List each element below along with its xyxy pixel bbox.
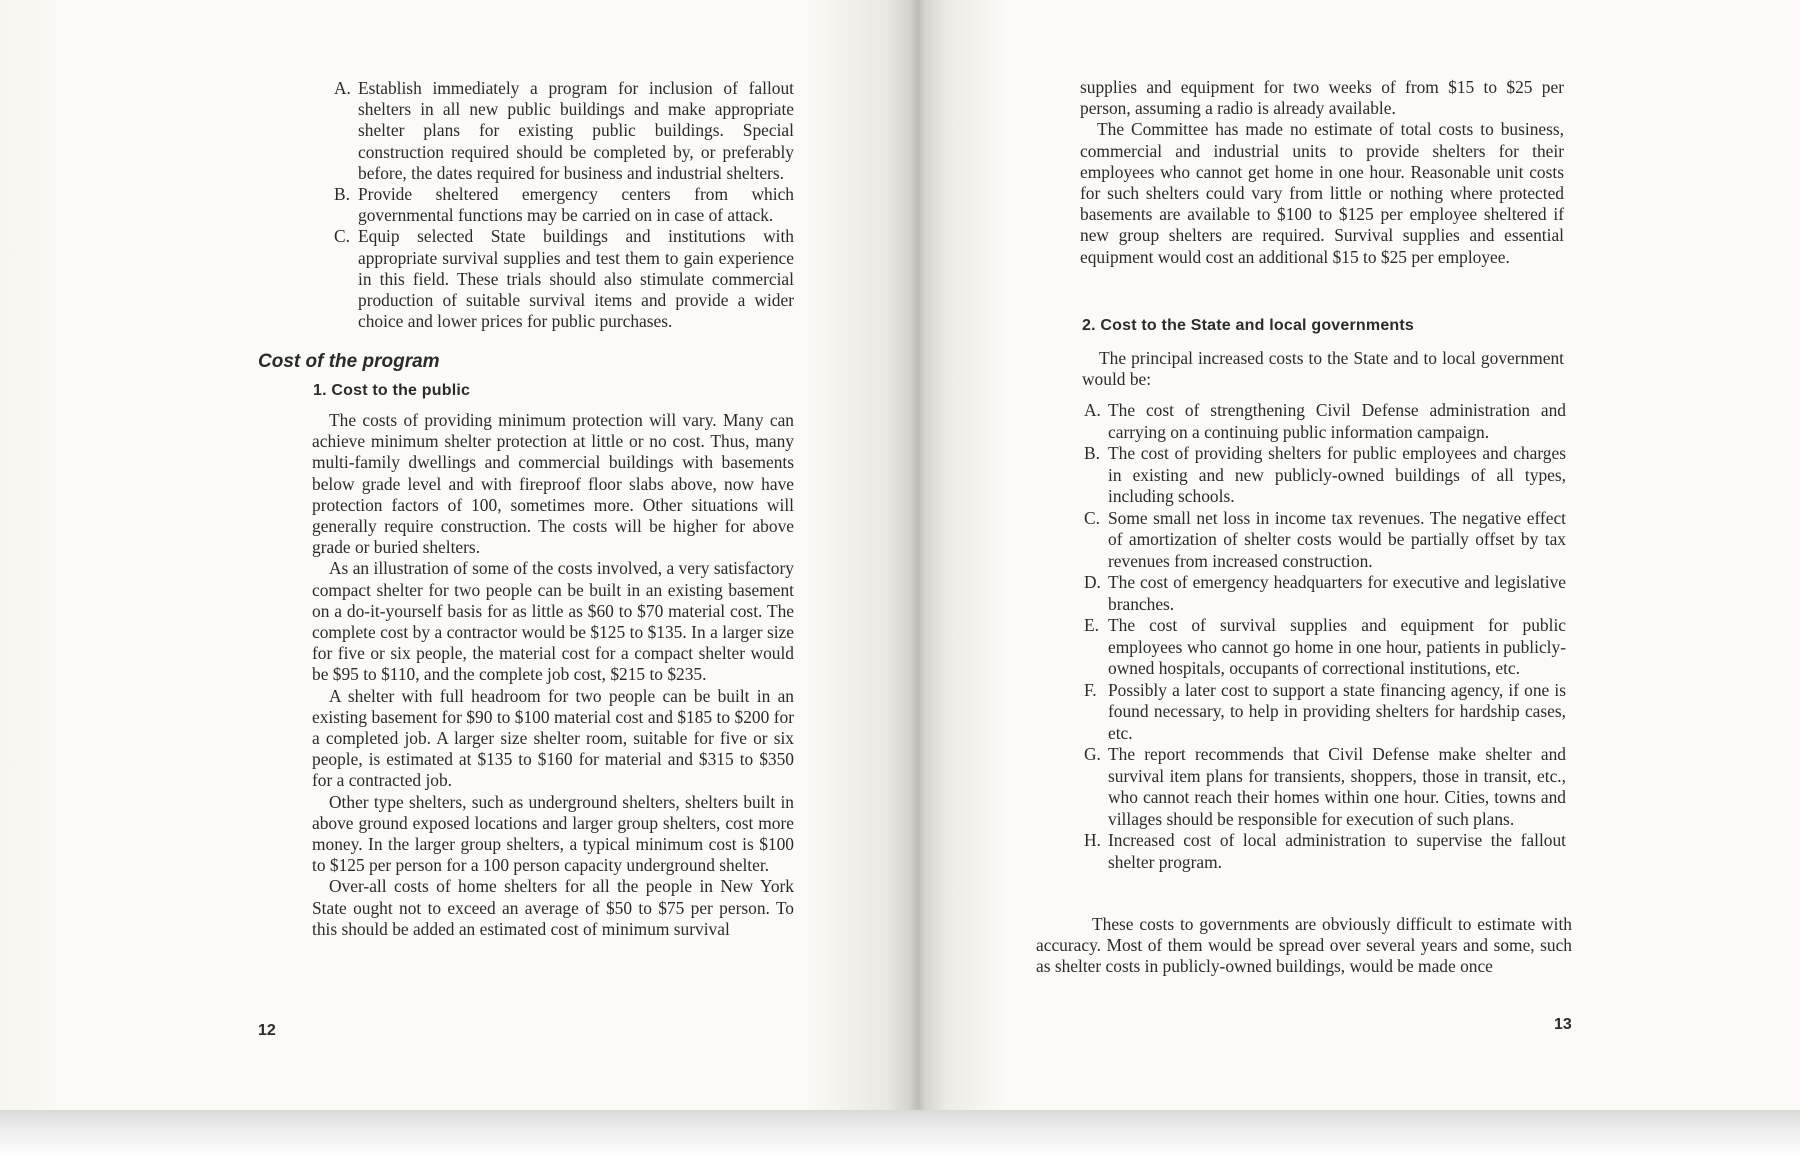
- left-body: [312, 410, 794, 940]
- list-text: Some small net loss in income tax revenues. The negative effect of amortization of shelter costs would be partially offset by tax revenues from increased construction.: [1108, 507, 1566, 571]
- paragraph: The Committee has made no estimate of total costs to business, commercial and industrial units to provide shelters for their employees who cannot get home in one hour. Reasonable unit costs for such shelters could vary from little or nothing where protected basements are available to $100 to $125 per employee sheltered if new group shelters are required. Survival supplies and essential equipment would cost an additional $15 to $25 per employee.: [1080, 119, 1564, 267]
- right-list: [1084, 400, 1566, 873]
- list-label: B.: [1084, 443, 1100, 463]
- list-label: F.: [1084, 679, 1097, 700]
- list-text: The report recommends that Civil Defense make shelter and survival item plans for transients, shoppers, those in transit, etc., who cannot reach their homes within one hour. Cities, towns and villages should be responsible for execution of such plans.: [1108, 744, 1566, 829]
- list-label: A.: [334, 78, 351, 98]
- list-item: [334, 184, 794, 226]
- list-item: [1084, 400, 1566, 443]
- list-text: The cost of providing shelters for public employees and charges in existing and new publicly-owned buildings of all types, including schools.: [1108, 443, 1566, 506]
- section-heading: Cost of the program: [258, 351, 440, 372]
- list-label: D.: [1084, 572, 1101, 592]
- scan-shadow: [0, 1110, 1800, 1156]
- paragraph: These costs to governments are obviously difficult to estimate with accuracy. Most of them would be spread over several years and some, such as shelter costs in publicly-owned buildings, would be made once: [1036, 914, 1572, 977]
- list-text: Provide sheltered emergency centers from which governmental functions may be carried on in case of attack.: [358, 184, 794, 226]
- list-label: A.: [1084, 400, 1101, 420]
- list-label: E.: [1084, 615, 1099, 635]
- list-text: Increased cost of local administration to supervise the fallout shelter program.: [1108, 830, 1566, 872]
- list-item: [1084, 508, 1566, 573]
- list-text: Possibly a later cost to support a state financing agency, if one is found necessary, to help in providing shelters for hardship cases, etc.: [1108, 679, 1566, 743]
- list-item: [334, 78, 794, 184]
- list-label: C.: [334, 226, 350, 247]
- list-item: [1084, 615, 1566, 680]
- list-label: B.: [334, 184, 350, 205]
- list-label: H.: [1084, 830, 1101, 850]
- subheading-cost-government: 2. Cost to the State and local governments: [1082, 317, 1415, 334]
- right-intro: [1082, 348, 1564, 390]
- list-text: Equip selected State buildings and institutions with appropriate survival supplies and test them to gain experience in this field. These trials should also stimulate commercial production of suitable survival items and provide a wider choice and lower prices for public purchases.: [358, 226, 794, 332]
- list-item: [1084, 572, 1566, 615]
- paragraph: The costs of providing minimum protection will vary. Many can achieve minimum shelter protection at little or no cost. Thus, many multi-family dwellings and commercial buildings with basements below grade level and with fireproof floor slabs above, now have protection factors of 100, sometimes more. Other situations will generally require construction. The costs will be higher for above grade or buried shelters.: [312, 410, 794, 558]
- right-body-top: [1080, 77, 1564, 268]
- paragraph: The principal increased costs to the State and to local government would be:: [1082, 348, 1564, 390]
- left-list: [334, 78, 794, 332]
- subheading-cost-public: 1. Cost to the public: [313, 382, 471, 399]
- right-closing: [1036, 914, 1572, 978]
- page-number-right: 13: [1554, 1016, 1572, 1033]
- list-text: The cost of survival supplies and equipment for public employees who cannot go home in one hour, patients in publicly-owned hospitals, occupants of correctional institutions, etc.: [1108, 615, 1566, 678]
- list-label: G.: [1084, 744, 1101, 764]
- list-text: The cost of emergency headquarters for executive and legislative branches.: [1108, 572, 1566, 614]
- list-text: Establish immediately a program for inclusion of fallout shelters in all new public buildings and make appropriate shelter plans for existing public buildings. Special construction required should be completed by, or preferably before, the dates required for business and industrial shelters.: [358, 78, 794, 183]
- list-label: C.: [1084, 507, 1100, 528]
- list-text: The cost of strengthening Civil Defense administration and carrying on a continuing public information campaign.: [1108, 400, 1566, 442]
- book-gutter: [910, 0, 926, 1112]
- list-item: [1084, 680, 1566, 745]
- paragraph: Over-all costs of home shelters for all the people in New York State ought not to exceed an average of $50 to $75 per person. To this should be added an estimated cost of minimum survival: [312, 876, 794, 939]
- list-item: [1084, 443, 1566, 508]
- list-item: [334, 226, 794, 332]
- paragraph: As an illustration of some of the costs involved, a very satisfactory compact shelter for two people can be built in an existing basement on a do-it-yourself basis for as little as $60 to $70 material cost. The complete cost by a contractor would be $125 to $135. In a larger size for five or six people, the material cost for a compact shelter would be $95 to $110, and the complete job cost, $215 to $235.: [312, 558, 794, 685]
- list-item: [1084, 830, 1566, 873]
- paragraph: A shelter with full headroom for two people can be built in an existing basement for $90 to $100 material cost and $185 to $200 for a completed job. A larger size shelter room, suitable for five or six people, is estimated at $135 to $160 for material and $315 to $350 for a contracted job.: [312, 685, 794, 791]
- paragraph: supplies and equipment for two weeks of from $15 to $25 per person, assuming a radio is already available.: [1080, 77, 1564, 119]
- paragraph: Other type shelters, such as underground shelters, shelters built in above ground exposed locations and larger group shelters, cost more money. In the larger group shelters, a typical minimum cost is $100 to $125 per person for a 100 person capacity underground shelter.: [312, 791, 794, 876]
- page-number-left: 12: [258, 1022, 276, 1039]
- list-item: [1084, 744, 1566, 830]
